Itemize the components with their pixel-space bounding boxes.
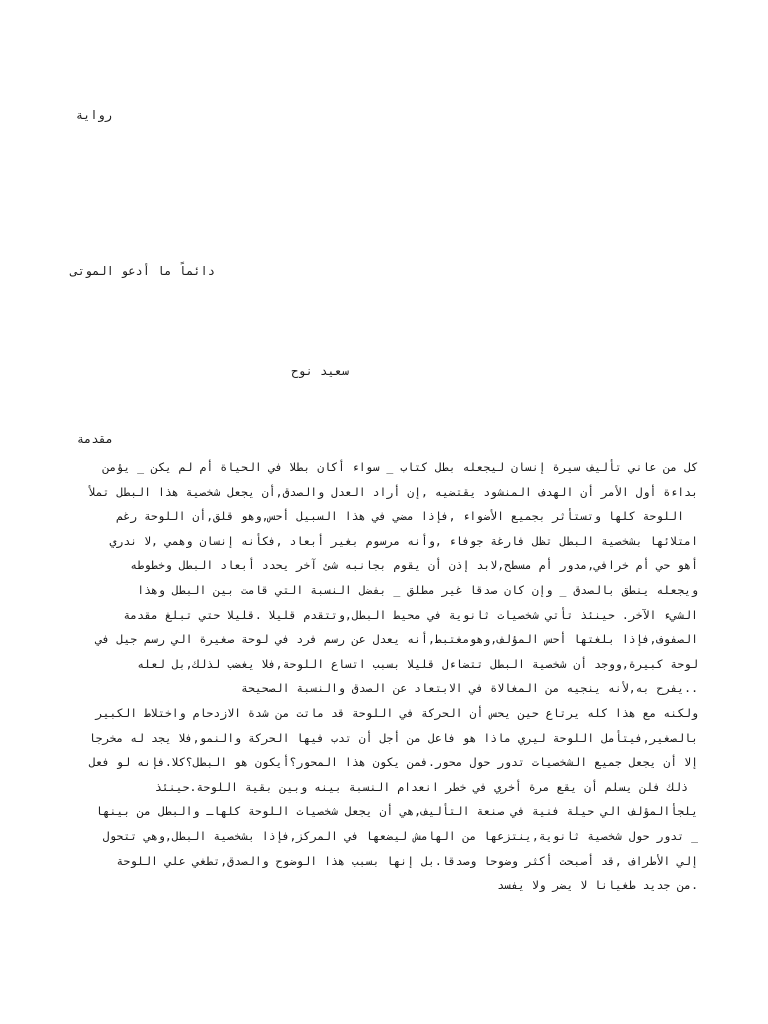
paragraph-line: إلا أن يجعل جميع الشخصيات تدور حول محور.فمن يكون هذا المحور؟أيكون هو البطل؟كلا.فإنه لو فعل xyxy=(88,755,698,770)
paragraph-line: إلي الأطراف ,قد أصبحت أكثر وضوحا وصدقا.بل إنها بسبب هذا الوضوح والصدق,تطغي علي اللوحة xyxy=(116,853,698,868)
book-title: دائماً ما أدعو الموتى xyxy=(70,264,215,278)
paragraph-line: أهو حي أم خرافي,مدور أم مسطح,لابد إذن أن يقوم بجانبه شئ آخر يحدد أبعاد البطل وخطوطه xyxy=(130,558,698,573)
paragraph-line: كل من عاني تأليف سيرة إنسان ليجعله بطل كتاب _ سواء أكان بطلا في الحياة أم لم يكن _ يؤمن xyxy=(102,460,698,474)
paragraph-line: بداءة أول الأمر أن الهدف المنشود يقتضيه ,إن أراد العدل والصدق,أن يجعل شخصية هذا البطل تملأ xyxy=(88,484,698,499)
intro-heading: مقدمة xyxy=(76,432,113,446)
paragraph-line: ويجعله ينطق بالصدق _ وإن كان صدقا غير مطلق _ بفضل النسبة التي قامت بين البطل وهذا xyxy=(137,582,698,597)
paragraph-line: ذلك فلن يسلم أن يقع مرة أخري في خطر انعدام النسبة بينه وبين بقية اللوحة.حينئذ xyxy=(154,779,688,794)
paragraph-line: يلجأالمؤلف الي حيلة فنية في صنعة التأليف,هي أن يجعل شخصيات اللوحة كلهاـ والبطل من بينها xyxy=(95,804,698,819)
intro-body xyxy=(66,455,698,898)
paragraph-line: الشيء الآخر. حينئذ تأتي شخصيات ثانوية في محيط البطل,وتتقدم قليلا .قليلا حتي تبلغ مقدمة xyxy=(123,607,698,622)
paragraph-line: _ تدور حول شخصية ثانوية,ينتزعها من الهامش ليضعها في المركز,فإذا بشخصية البطل,وهي تتحول xyxy=(102,828,698,843)
paragraph-line: ..يفرح به,لأنه ينجيه من المغالاة في الابتعاد عن الصدق والنسبة الصحيحة xyxy=(241,681,698,696)
genre-label: رواية xyxy=(75,108,112,122)
paragraph-line: اللوحة كلها وتستأثر بجميع الأضواء ,فإذا مضي في هذا السبيل أحس,وهو قلق,أن اللوحة رغم xyxy=(116,509,684,524)
paragraph-line: ولكنه مع هذا كله يرتاع حين يحس أن الحركة في اللوحة قد ماتت من شدة الازدحام واختلاط الكبير xyxy=(95,705,698,720)
paragraph-line: .من جديد طغيانا لا يضر ولا يفسد xyxy=(497,878,698,893)
paragraph-line: الصفوف,فإذا بلغتها أحس المؤلف,وهومغتبط,أنه يعدل عن رسم فرد في لوحة صغيرة الي رسم جيل في xyxy=(95,632,698,647)
paragraph-line: امتلائها بشخصية البطل تظل فارغة جوفاء ,وأنه مرسوم بغير أبعاد ,فكأنه إنسان وهمي ,لا ندري xyxy=(109,533,698,548)
author-name: سعيد نوح xyxy=(291,364,349,378)
paragraph-line: لوحة كبيرة,ووجد أن شخصية البطل تتضاءل قليلا بسبب اتساع اللوحة,فلا يغضب لذلك,بل لعله xyxy=(137,656,698,671)
paragraph-line: بالصغير,فيتأمل اللوحة ليري ماذا هو فاعل من أجل أن تدب فيها الحركة والنمو,فلا يجد له مخرجا xyxy=(88,730,698,745)
